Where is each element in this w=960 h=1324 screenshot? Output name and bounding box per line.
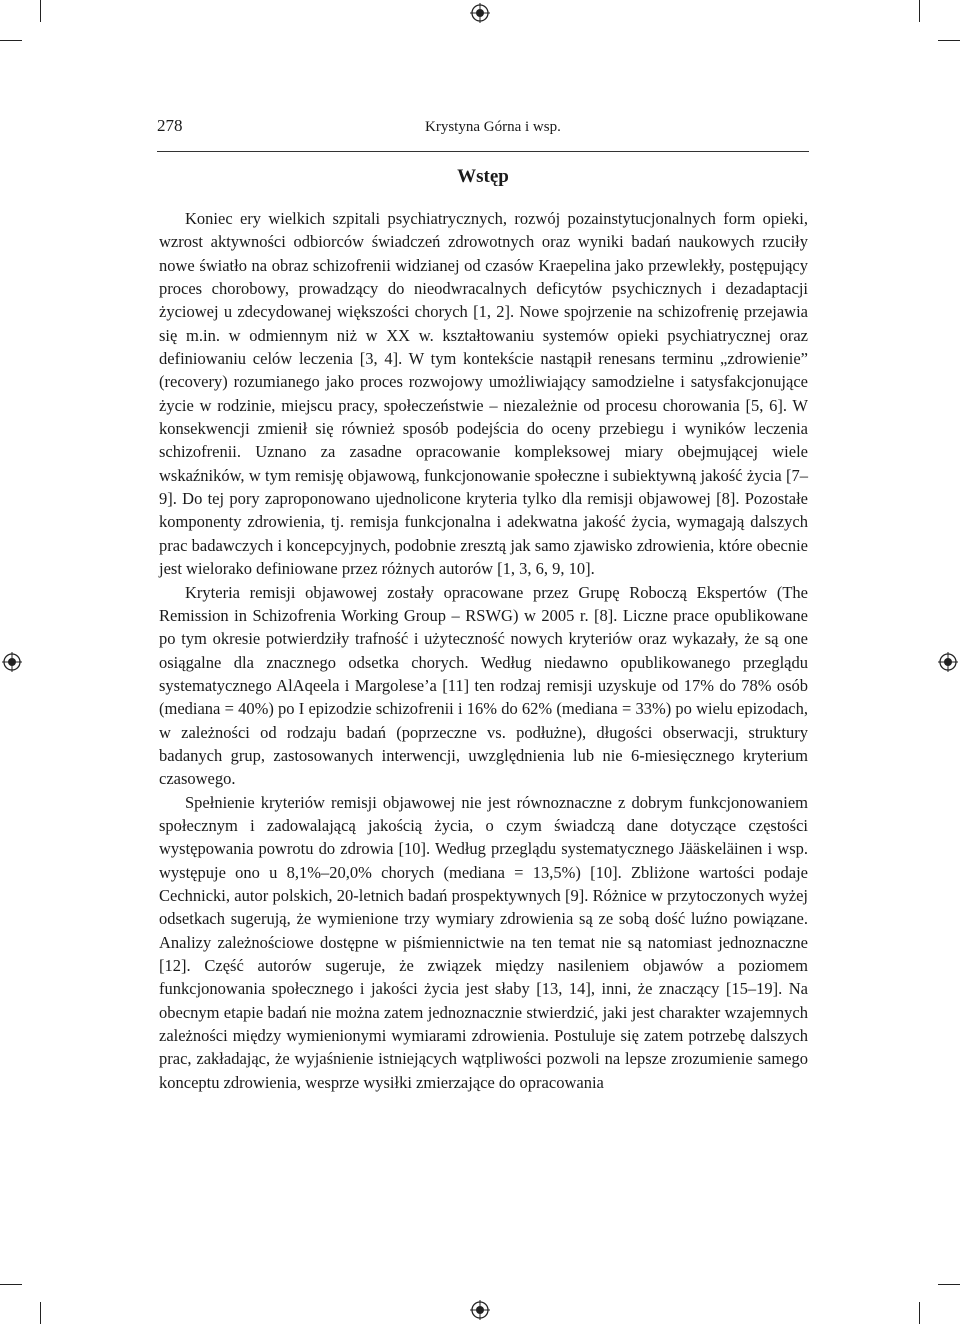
registration-mark-icon: [938, 652, 958, 672]
page-header: [157, 116, 807, 140]
crop-mark-bottom-left-vertical: [40, 1302, 41, 1324]
crop-mark-bottom-right-horizontal: [938, 1284, 960, 1285]
crop-mark-bottom-left-horizontal: [0, 1284, 22, 1285]
crop-mark-bottom-right-vertical: [919, 1302, 920, 1324]
page-number: 278: [157, 116, 183, 135]
header-divider: [157, 151, 809, 152]
section-title: Wstęp: [457, 166, 509, 187]
paragraph: Spełnienie kryteriów remisji objawowej nie jest równoznaczne z dobrym funkcjonowaniem społecznym i zadowalającą jakością życia, o czym świadczą dane dotyczące częstości występowania powrotu do zdrowia [10]. Według przeglądu systematycznego Jääskeläinen i wsp. występuje ono u 8,1%–20,0% chorych (mediana = 13,5%) [10]. Zbliżone wartości podaje Cechnicki, autor polskich, 20-letnich badań prospektywnych [9]. Różnice w przytoczonych wyżej odsetkach sugerują, że wymienione trzy wymiary zdrowienia są ze sobą dość luźno powiązane. Analizy zależnościowe dostępne w piśmiennictwie na ten temat nie są natomiast jednoznaczne [12]. Część autorów sugeruje, że związek między nasileniem objawów a poziomem funkcjonowania społecznego i jakości życia jest słaby [13, 14], inni, że znaczący [15–19]. Na obecnym etapie badań nie można zatem jednoznacznie stwierdzić, jaki jest charakter wzajemnych zależności między wymienionymi wymiarami zdrowienia. Postuluje się zatem potrzebę dalszych prac, zakładając, że wyjaśnienie istniejących wątpliwości pozwoli na lepsze zrozumienie samego konceptu zdrowienia, wesprze wysiłki zmierzające do opracowania: [159, 792, 808, 1092]
crop-mark-top-right-vertical: [919, 0, 920, 22]
running-head: Krystyna Górna i wsp.: [425, 119, 561, 135]
crop-mark-top-left-vertical: [40, 0, 41, 22]
paragraph: Kryteria remisji objawowej zostały opracowane przez Grupę Roboczą Ekspertów (The Remission in Schizofrenia Working Group – RSWG) w 2005 r. [8]. Liczne prace opublikowane po tym okresie potwierdziły trafność i użyteczność nowych kryteriów oraz wykazały, że są one osiągalne dla znacznego odsetka chorych. Według niedawno opublikowanego przeglądu systematycznego AlAqeela i Margolese’a [11] ten rodzaj remisji uzyskuje od 17% do 78% osób (mediana = 40%) po I epizodzie schizofrenii i 16% do 62% (mediana = 33%) po wielu epizodach, w zależności od rodzaju badań (poprzeczne vs. podłużne), długości obserwacji, struktury badanych grup, zastosowanych interwencji, uwzględnienia lub nie 6-miesięcznego kryterium czasowego.: [159, 582, 808, 789]
crop-mark-top-right-horizontal: [938, 40, 960, 41]
crop-mark-top-left-horizontal: [0, 40, 22, 41]
body-text: [159, 207, 808, 1094]
registration-mark-icon: [470, 1300, 490, 1320]
paragraph: Koniec ery wielkich szpitali psychiatrycznych, rozwój pozainstytucjonalnych form opieki, wzrost aktywności odbiorców świadczeń zdrowotnych oraz wyniki badań naukowych rzuciły nowe światło na obraz schizofrenii widzianej od czasów Kraepelina jako przewlekły, postępujący proces chorobowy, prowadzący do nieodwracalnych deficytów psychicznych i dezadaptacji życiowej u zdecydowanej większości chorych [1, 2]. Nowe spojrzenie na schizofrenię przejawia się m.in. w odmiennym niż w XX w. kształtowaniu systemów opieki psychiatrycznej oraz definiowaniu celów leczenia [3, 4]. W tym kontekście nastąpił renesans terminu „zdrowienie” (recovery) rozumianego jako proces rozwojowy umożliwiający samodzielne i satysfakcjonujące życie w rodzinie, miejscu pracy, społeczeństwie – niezależnie od procesu chorowania [5, 6]. W konsekwencji zmienił się również sposób podejścia do oceny przebiegu i wyników leczenia schizofrenii. Uznano za zasadne opracowanie kompleksowej miary obejmującej wiele wskaźników, w tym remisję objawową, funkcjonowanie społeczne i subiektywną jakość życia [7–9]. Do tej pory zaproponowano ujednolicone kryteria tylko dla remisji objawowej [8]. Pozostałe komponenty zdrowienia, tj. remisja funkcjonalna i adekwatna jakość życia, wymagają dalszych prac badawczych i koncepcyjnych, podobnie zresztą jak samo zjawisko zdrowienia, które obecnie jest wielorako definiowane przez różnych autorów [1, 3, 6, 9, 10].: [159, 209, 808, 579]
registration-mark-icon: [2, 652, 22, 672]
registration-mark-icon: [470, 3, 490, 23]
